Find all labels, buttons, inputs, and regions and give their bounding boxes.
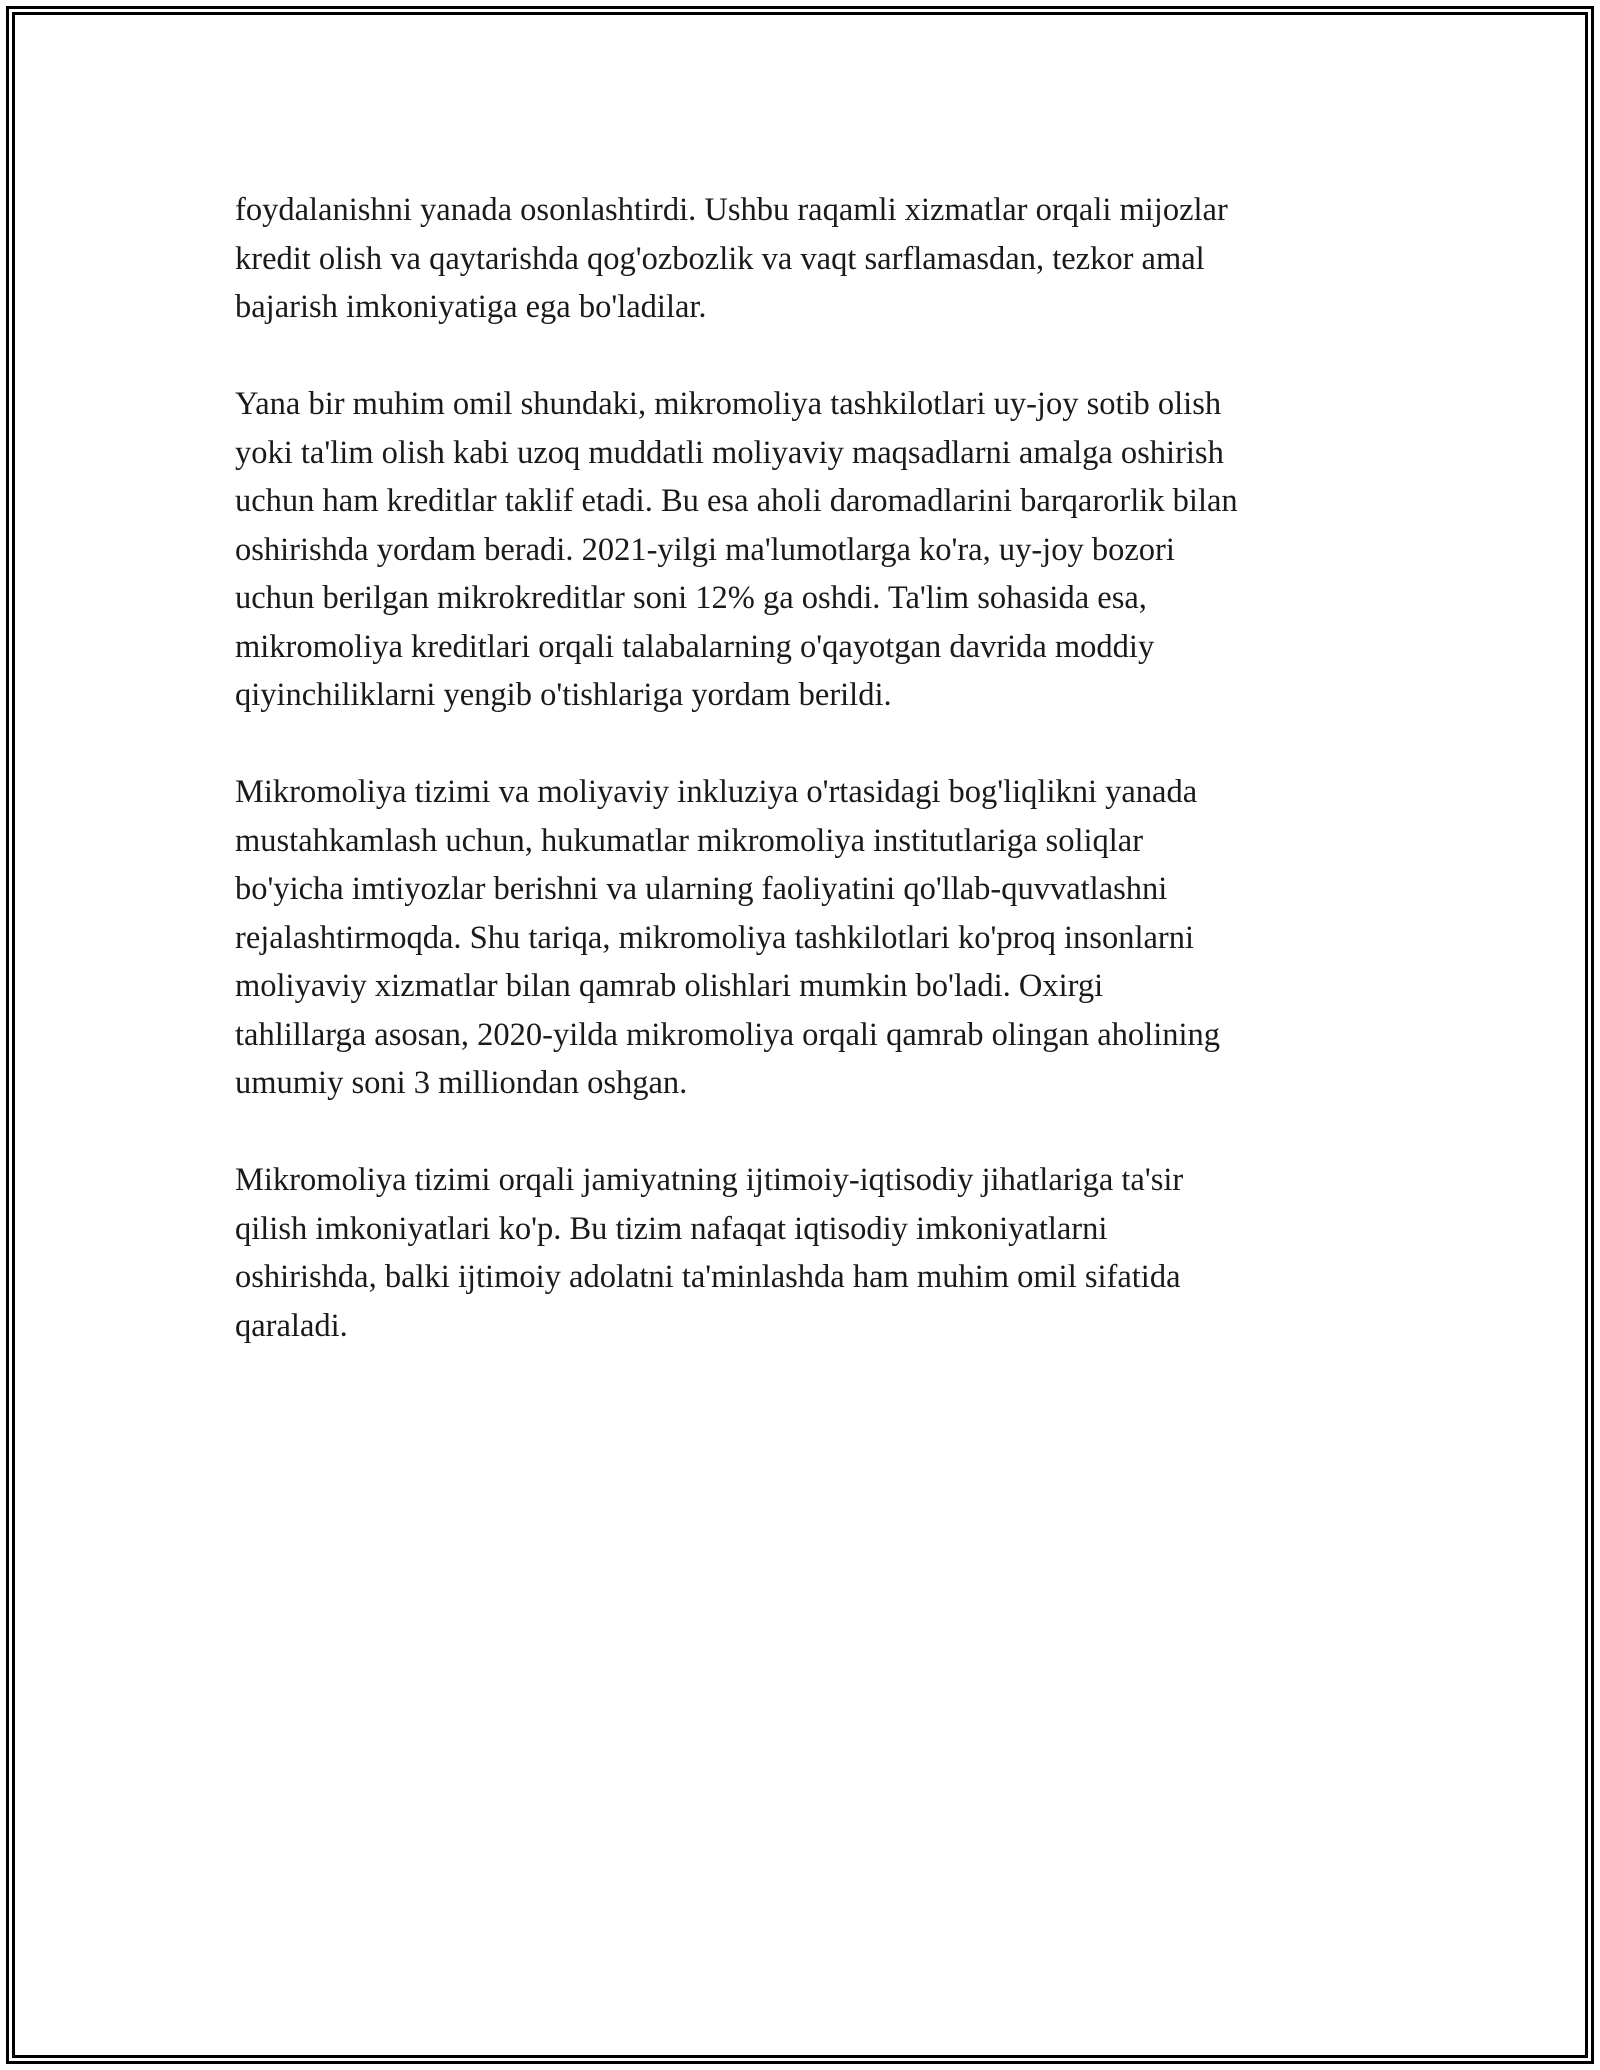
text-line: bo'yicha imtiyozlar berishni va ularning faoliyatini qo'llab-quvvatlashni xyxy=(235,871,1168,907)
text-line: bajarish imkoniyatiga ega bo'ladilar. xyxy=(235,289,707,325)
text-line: yoki ta'lim olish kabi uzoq muddatli moliyaviy maqsadlarni amalga oshirish xyxy=(235,434,1224,471)
text-line: qilish imkoniyatlari ko'p. Bu tizim nafaqat iqtisodiy imkoniyatlarni xyxy=(235,1210,1108,1247)
text-line: mustahkamlash uchun, hukumatlar mikromoliya institutlariga soliqlar xyxy=(235,822,1144,859)
text-line: qiyinchiliklarni yengib o'tishlariga yordam berildi. xyxy=(235,677,892,713)
text-line: Mikromoliya tizimi orqali jamiyatning ijtimoiy-iqtisodiy jihatlariga ta'sir xyxy=(235,1162,1184,1198)
text-line: umumiy soni 3 milliondan oshgan. xyxy=(235,1065,688,1101)
paragraph-4 xyxy=(235,1156,1380,1350)
text-line: kredit olish va qaytarishda qog'ozbozlik va vaqt sarflamasdan, tezkor amal xyxy=(235,240,1205,277)
text-line: Yana bir muhim omil shundaki, mikromoliya tashkilotlari uy-joy sotib olish xyxy=(235,386,1222,422)
paragraph-3 xyxy=(235,768,1380,1108)
text-line: oshirishda, balki ijtimoiy adolatni ta'minlashda ham muhim omil sifatida xyxy=(235,1259,1181,1295)
text-line: oshirishda yordam beradi. 2021-yilgi ma'lumotlarga ko'ra, uy-joy bozori xyxy=(235,531,1175,568)
text-line: uchun berilgan mikrokreditlar soni 12% ga oshdi. Ta'lim sohasida esa, xyxy=(235,580,1147,616)
text-line: qaraladi. xyxy=(235,1307,348,1344)
text-line: foydalanishni yanada osonlashtirdi. Ushbu raqamli xizmatlar orqali mijozlar xyxy=(235,192,1228,228)
text-line: mikromoliya kreditlari orqali talabalarning o'qayotgan davrida moddiy xyxy=(235,628,1155,665)
text-line: rejalashtirmoqda. Shu tariqa, mikromoliya tashkilotlari ko'proq insonlarni xyxy=(235,919,1195,956)
text-line: uchun ham kreditlar taklif etadi. Bu esa aholi daromadlarini barqarorlik bilan xyxy=(235,483,1238,519)
text-line: tahlillarga asosan, 2020-yilda mikromoliya orqali qamrab olingan aholining xyxy=(235,1016,1221,1053)
document-body xyxy=(235,186,1380,1399)
text-line: Mikromoliya tizimi va moliyaviy inkluziya o'rtasidagi bog'liqlikni yanada xyxy=(235,774,1198,810)
text-line: moliyaviy xizmatlar bilan qamrab olishlari mumkin bo'ladi. Oxirgi xyxy=(235,968,1104,1004)
paragraph-2 xyxy=(235,380,1380,720)
paragraph-1 xyxy=(235,186,1380,332)
